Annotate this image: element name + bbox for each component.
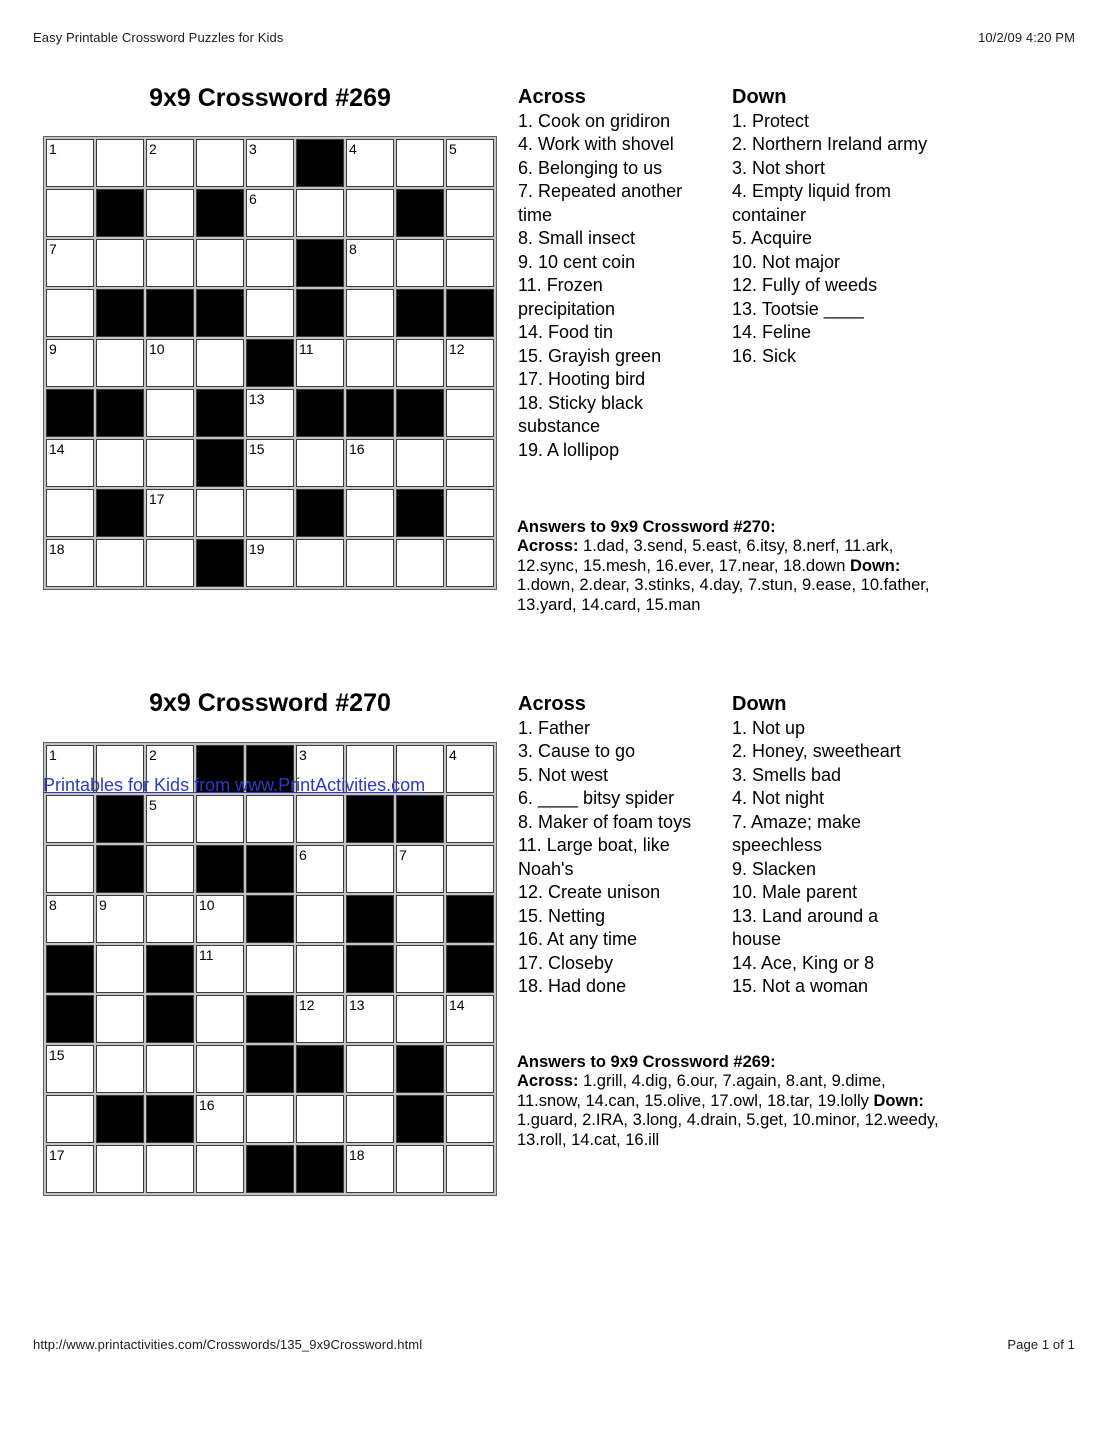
black-cell	[346, 895, 394, 943]
white-cell	[446, 995, 494, 1043]
black-cell	[396, 1045, 444, 1093]
white-cell	[346, 1045, 394, 1093]
white-cell	[346, 1145, 394, 1193]
black-cell	[246, 845, 294, 893]
clue-line: container	[732, 204, 807, 225]
clue-line: 10. Male parent	[732, 882, 858, 902]
cell-number: 2	[149, 141, 157, 157]
black-cell	[296, 139, 344, 187]
answers-line: 1.guard, 2.IRA, 3.long, 4.drain, 5.get, 10.minor, 12.weedy,	[517, 1111, 939, 1130]
footer-page-number: Page 1 of 1	[1007, 1337, 1075, 1352]
white-cell	[46, 139, 94, 187]
white-cell	[146, 339, 194, 387]
black-cell	[96, 189, 144, 237]
down-clues-269	[732, 86, 927, 368]
cell-number: 5	[449, 141, 457, 157]
cell-number: 16	[199, 1097, 215, 1113]
clue-line: 15. Netting	[518, 905, 606, 926]
down-clues-270	[732, 693, 901, 999]
white-cell	[246, 189, 294, 237]
white-cell	[96, 945, 144, 993]
cell-number: 14	[49, 441, 65, 457]
black-cell	[396, 795, 444, 843]
black-cell	[96, 489, 144, 537]
white-cell	[146, 389, 194, 437]
black-cell	[196, 539, 244, 587]
grid-row	[46, 189, 494, 237]
white-cell	[446, 139, 494, 187]
white-cell	[346, 239, 394, 287]
down-heading: Down	[732, 86, 787, 108]
white-cell	[146, 1045, 194, 1093]
white-cell	[46, 189, 94, 237]
clue-line: 9. 10 cent coin	[518, 251, 636, 272]
cell-number: 15	[249, 441, 265, 457]
clue-line: 7. Amaze; make	[732, 811, 862, 832]
white-cell	[446, 539, 494, 587]
white-cell	[396, 945, 444, 993]
white-cell	[346, 189, 394, 237]
cell-number: 5	[149, 797, 157, 813]
answers-line: Across: 1.dad, 3.send, 5.east, 6.itsy, 8.nerf, 11.ark,	[517, 537, 894, 556]
cell-number: 15	[49, 1047, 65, 1063]
white-cell	[196, 1145, 244, 1193]
white-cell	[446, 189, 494, 237]
black-cell	[146, 1095, 194, 1143]
clue-line: 17. Closeby	[518, 952, 614, 973]
clue-line: 13. Land around a	[732, 905, 879, 926]
cell-number: 13	[249, 391, 265, 407]
grid-row	[46, 845, 494, 893]
cell-number: 4	[349, 141, 357, 157]
cell-number: 18	[349, 1147, 365, 1163]
white-cell	[196, 139, 244, 187]
black-cell	[346, 795, 394, 843]
clue-line: 4. Work with shovel	[518, 134, 674, 154]
white-cell	[296, 1095, 344, 1143]
printactivities-link[interactable]: Printables for Kids from www.PrintActivities.com	[43, 775, 426, 795]
clue-line: 3. Smells bad	[732, 764, 842, 785]
white-cell	[196, 239, 244, 287]
clue-line: 11. Frozen	[518, 275, 603, 295]
white-cell	[246, 539, 294, 587]
clue-line: 2. Honey, sweetheart	[732, 741, 901, 761]
black-cell	[296, 389, 344, 437]
clue-line: 2. Northern Ireland army	[732, 134, 928, 154]
white-cell	[96, 995, 144, 1043]
white-cell	[296, 845, 344, 893]
white-cell	[396, 439, 444, 487]
clue-line: 5. Not west	[518, 764, 609, 785]
answers-heading: Answers to 9x9 Crossword #270:	[517, 518, 776, 536]
clue-line: 17. Hooting bird	[518, 369, 646, 389]
clue-line: 14. Food tin	[518, 322, 614, 342]
white-cell	[46, 539, 94, 587]
white-cell	[246, 289, 294, 337]
clue-line: 15. Grayish green	[518, 345, 662, 366]
cell-number: 3	[299, 747, 307, 763]
answers-line: Across: 1.grill, 4.dig, 6.our, 7.again, 8.ant, 9.dime,	[517, 1072, 886, 1091]
black-cell	[396, 1095, 444, 1143]
white-cell	[46, 795, 94, 843]
white-cell	[246, 389, 294, 437]
white-cell	[296, 795, 344, 843]
white-cell	[196, 1045, 244, 1093]
cell-number: 7	[49, 241, 57, 257]
white-cell	[146, 239, 194, 287]
black-cell	[446, 895, 494, 943]
black-cell	[196, 845, 244, 893]
black-cell	[96, 1095, 144, 1143]
crossword-grid-269	[43, 136, 497, 590]
grid-row	[46, 289, 494, 337]
white-cell	[96, 439, 144, 487]
white-cell	[346, 995, 394, 1043]
footer-url: http://www.printactivities.com/Crosswords/135_9x9Crossword.html	[33, 1337, 423, 1352]
crossword-grid-270	[43, 742, 497, 1196]
cell-number: 17	[49, 1147, 65, 1163]
clue-line: 11. Large boat, like	[518, 835, 670, 855]
black-cell	[446, 945, 494, 993]
white-cell	[246, 439, 294, 487]
clue-line: 6. ____ bitsy spider	[518, 788, 675, 808]
black-cell	[196, 289, 244, 337]
black-cell	[146, 289, 194, 337]
white-cell	[346, 139, 394, 187]
black-cell	[296, 1045, 344, 1093]
clue-line: 19. A lollipop	[518, 439, 620, 460]
black-cell	[96, 289, 144, 337]
puzzle-title-269: 9x9 Crossword #269	[149, 84, 391, 112]
cell-number: 17	[149, 491, 165, 507]
grid-row	[46, 945, 494, 993]
white-cell	[146, 895, 194, 943]
cell-number: 8	[49, 897, 57, 913]
white-cell	[396, 139, 444, 187]
white-cell	[446, 1095, 494, 1143]
cell-number: 8	[349, 241, 357, 257]
white-cell	[346, 845, 394, 893]
white-cell	[46, 845, 94, 893]
clue-line: 8. Small insect	[518, 228, 636, 248]
clue-line: 1. Father	[518, 717, 591, 738]
grid-row	[46, 439, 494, 487]
cell-number: 11	[199, 947, 214, 963]
white-cell	[296, 339, 344, 387]
white-cell	[396, 995, 444, 1043]
white-cell	[246, 1095, 294, 1143]
black-cell	[296, 239, 344, 287]
answers-line: 13.roll, 14.cat, 16.ill	[517, 1130, 660, 1149]
white-cell	[446, 389, 494, 437]
clue-line: house	[732, 929, 782, 949]
white-cell	[46, 1045, 94, 1093]
white-cell	[446, 745, 494, 793]
clue-line: 13. Tootsie ____	[732, 298, 864, 319]
clue-line: precipitation	[518, 298, 616, 319]
clue-line: 18. Sticky black	[518, 392, 644, 413]
white-cell	[46, 239, 94, 287]
cell-number: 2	[149, 747, 157, 763]
white-cell	[346, 439, 394, 487]
black-cell	[396, 489, 444, 537]
clue-line: 12. Fully of weeds	[732, 275, 878, 295]
white-cell	[146, 539, 194, 587]
clue-line: 1. Cook on gridiron	[518, 110, 671, 131]
white-cell	[96, 1145, 144, 1193]
across-clues-270	[518, 693, 691, 999]
cell-number: 13	[349, 997, 365, 1013]
black-cell	[396, 289, 444, 337]
white-cell	[196, 795, 244, 843]
white-cell	[46, 439, 94, 487]
clue-line: 4. Empty liquid from	[732, 181, 892, 201]
white-cell	[96, 239, 144, 287]
black-cell	[246, 1045, 294, 1093]
clue-line: 3. Cause to go	[518, 741, 636, 761]
black-cell	[246, 1145, 294, 1193]
clue-line: time	[518, 204, 553, 225]
white-cell	[396, 239, 444, 287]
white-cell	[146, 139, 194, 187]
clue-line: 7. Repeated another	[518, 181, 683, 201]
clue-line: 14. Feline	[732, 322, 812, 342]
clue-line: 3. Not short	[732, 157, 826, 178]
white-cell	[346, 339, 394, 387]
black-cell	[196, 189, 244, 237]
clue-line: 10. Not major	[732, 251, 841, 272]
cell-number: 6	[249, 191, 257, 207]
cell-number: 1	[49, 747, 57, 763]
black-cell	[246, 895, 294, 943]
cell-number: 10	[149, 341, 165, 357]
white-cell	[446, 795, 494, 843]
white-cell	[246, 795, 294, 843]
black-cell	[46, 945, 94, 993]
black-cell	[346, 945, 394, 993]
grid-row	[46, 539, 494, 587]
black-cell	[296, 289, 344, 337]
grid-row	[46, 995, 494, 1043]
across-heading: Across	[518, 693, 586, 715]
clue-line: 4. Not night	[732, 788, 825, 808]
white-cell	[146, 189, 194, 237]
white-cell	[146, 439, 194, 487]
grid-row	[46, 1045, 494, 1093]
white-cell	[296, 189, 344, 237]
clue-line: 16. Sick	[732, 345, 797, 366]
white-cell	[96, 1045, 144, 1093]
white-cell	[196, 339, 244, 387]
cell-number: 7	[399, 847, 407, 863]
cell-number: 1	[49, 141, 57, 157]
white-cell	[246, 945, 294, 993]
clue-line: 16. At any time	[518, 929, 638, 949]
white-cell	[346, 489, 394, 537]
black-cell	[396, 189, 444, 237]
black-cell	[46, 389, 94, 437]
grid-row	[46, 1145, 494, 1193]
black-cell	[246, 995, 294, 1043]
across-clues-269	[518, 86, 682, 462]
clue-line: 12. Create unison	[518, 882, 661, 902]
white-cell	[396, 1145, 444, 1193]
clue-line: substance	[518, 416, 601, 436]
white-cell	[96, 339, 144, 387]
cell-number: 12	[449, 341, 465, 357]
cell-number: 9	[49, 341, 57, 357]
answers-block-269	[517, 1053, 939, 1150]
cell-number: 11	[299, 341, 314, 357]
black-cell	[146, 945, 194, 993]
answers-line: 1.down, 2.dear, 3.stinks, 4.day, 7.stun, 9.ease, 10.father,	[517, 576, 930, 595]
black-cell	[446, 289, 494, 337]
clue-line: 18. Had done	[518, 976, 627, 996]
white-cell	[446, 339, 494, 387]
white-cell	[246, 139, 294, 187]
white-cell	[296, 945, 344, 993]
black-cell	[96, 795, 144, 843]
clue-line: 1. Protect	[732, 110, 810, 131]
black-cell	[96, 389, 144, 437]
header-datetime: 10/2/09 4:20 PM	[978, 30, 1075, 45]
answers-line: 13.yard, 14.card, 15.man	[517, 595, 701, 614]
white-cell	[196, 945, 244, 993]
puzzle-title-270: 9x9 Crossword #270	[149, 689, 391, 717]
white-cell	[446, 845, 494, 893]
across-heading: Across	[518, 86, 586, 108]
white-cell	[196, 995, 244, 1043]
white-cell	[346, 1095, 394, 1143]
cell-number: 9	[99, 897, 107, 913]
white-cell	[346, 539, 394, 587]
white-cell	[346, 289, 394, 337]
clue-line: 6. Belonging to us	[518, 157, 663, 178]
white-cell	[396, 895, 444, 943]
clue-line: Noah's	[518, 858, 574, 879]
white-cell	[296, 995, 344, 1043]
white-cell	[96, 139, 144, 187]
black-cell	[296, 489, 344, 537]
down-heading: Down	[732, 693, 787, 715]
cell-number: 14	[449, 997, 465, 1013]
white-cell	[296, 439, 344, 487]
grid-row	[46, 339, 494, 387]
white-cell	[396, 845, 444, 893]
black-cell	[146, 995, 194, 1043]
white-cell	[146, 845, 194, 893]
clue-line: 14. Ace, King or 8	[732, 952, 875, 973]
white-cell	[146, 795, 194, 843]
black-cell	[196, 439, 244, 487]
answers-heading: Answers to 9x9 Crossword #269:	[517, 1053, 776, 1071]
grid-row	[46, 1095, 494, 1143]
clue-line: 8. Maker of foam toys	[518, 811, 692, 832]
white-cell	[96, 539, 144, 587]
answers-line: 11.snow, 14.can, 15.olive, 17.owl, 18.tar, 19.lolly Down:	[517, 1091, 924, 1110]
answers-block-270	[517, 518, 929, 615]
black-cell	[196, 389, 244, 437]
cell-number: 12	[299, 997, 315, 1013]
cell-number: 3	[249, 141, 257, 157]
black-cell	[296, 1145, 344, 1193]
white-cell	[46, 339, 94, 387]
white-cell	[246, 489, 294, 537]
black-cell	[346, 389, 394, 437]
white-cell	[446, 1045, 494, 1093]
black-cell	[96, 845, 144, 893]
white-cell	[46, 1095, 94, 1143]
white-cell	[46, 489, 94, 537]
white-cell	[46, 1145, 94, 1193]
cell-number: 19	[249, 541, 265, 557]
white-cell	[96, 895, 144, 943]
white-cell	[146, 489, 194, 537]
clue-line: 15. Not a woman	[732, 976, 869, 996]
white-cell	[446, 1145, 494, 1193]
grid-row	[46, 795, 494, 843]
clue-line: 1. Not up	[732, 717, 806, 738]
cell-number: 10	[199, 897, 215, 913]
white-cell	[446, 439, 494, 487]
black-cell	[46, 995, 94, 1043]
white-cell	[196, 1095, 244, 1143]
white-cell	[46, 289, 94, 337]
white-cell	[196, 489, 244, 537]
white-cell	[446, 239, 494, 287]
white-cell	[246, 239, 294, 287]
white-cell	[46, 895, 94, 943]
white-cell	[296, 539, 344, 587]
cell-number: 18	[49, 541, 65, 557]
grid-row	[46, 139, 494, 187]
white-cell	[146, 1145, 194, 1193]
black-cell	[396, 389, 444, 437]
answers-line: 12.sync, 15.mesh, 16.ever, 17.near, 18.down Down:	[517, 556, 901, 575]
white-cell	[446, 489, 494, 537]
white-cell	[196, 895, 244, 943]
white-cell	[396, 339, 444, 387]
grid-row	[46, 389, 494, 437]
clue-line: 5. Acquire	[732, 228, 813, 248]
cell-number: 4	[449, 747, 457, 763]
white-cell	[396, 539, 444, 587]
clue-line: speechless	[732, 835, 823, 855]
header-title: Easy Printable Crossword Puzzles for Kids	[33, 30, 284, 45]
grid-row	[46, 895, 494, 943]
clue-line: 9. Slacken	[732, 858, 817, 879]
black-cell	[246, 339, 294, 387]
grid-row	[46, 239, 494, 287]
white-cell	[296, 895, 344, 943]
cell-number: 16	[349, 441, 365, 457]
cell-number: 6	[299, 847, 307, 863]
grid-row	[46, 489, 494, 537]
